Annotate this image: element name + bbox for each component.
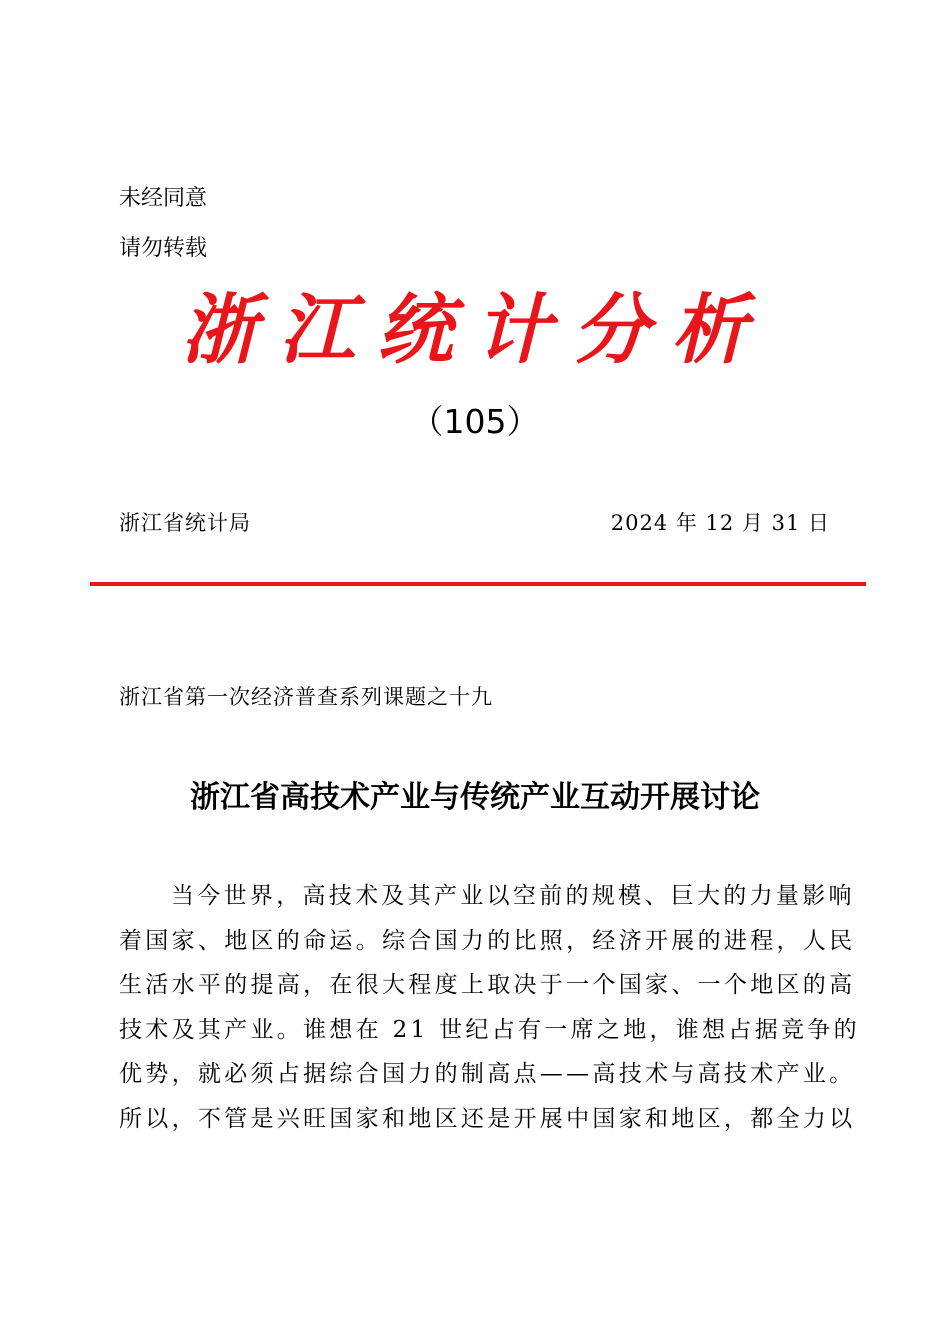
- series-subtitle: 浙江省第一次经济普查系列课题之十九: [119, 685, 493, 709]
- body-line: 着国家、地区的命运。综合国力的比照，经济开展的进程，人民: [119, 927, 856, 954]
- body-line: 生活水平的提高，在很大程度上取决于一个国家、一个地区的高: [119, 972, 856, 998]
- publication-date: 2024 年 12 月 31 日: [610, 511, 830, 535]
- article-body: [119, 874, 860, 1141]
- issue-number: （105）: [410, 402, 540, 441]
- article-title: 浙江省高技术产业与传统产业互动开展讨论: [190, 780, 760, 815]
- body-line: 所以，不管是兴旺国家和地区还是开展中国家和地区，都全力以: [119, 1105, 856, 1132]
- publication-masthead: 浙江统计分析: [181, 285, 769, 374]
- reprint-notice-line-2: 请勿转载: [119, 236, 208, 261]
- body-line: 当今世界，高技术及其产业以空前的规模、巨大的力量影响: [171, 883, 855, 909]
- body-line: 优势，就必须占据综合国力的制高点——高技术与高技术产业。: [119, 1061, 856, 1087]
- body-line: 技术及其产业。谁想在 21 世纪占有一席之地，谁想占据竞争的: [119, 1016, 860, 1043]
- issuing-agency: 浙江省统计局: [119, 511, 251, 535]
- reprint-notice-line-1: 未经同意: [119, 186, 208, 211]
- red-divider-rule: [90, 582, 866, 586]
